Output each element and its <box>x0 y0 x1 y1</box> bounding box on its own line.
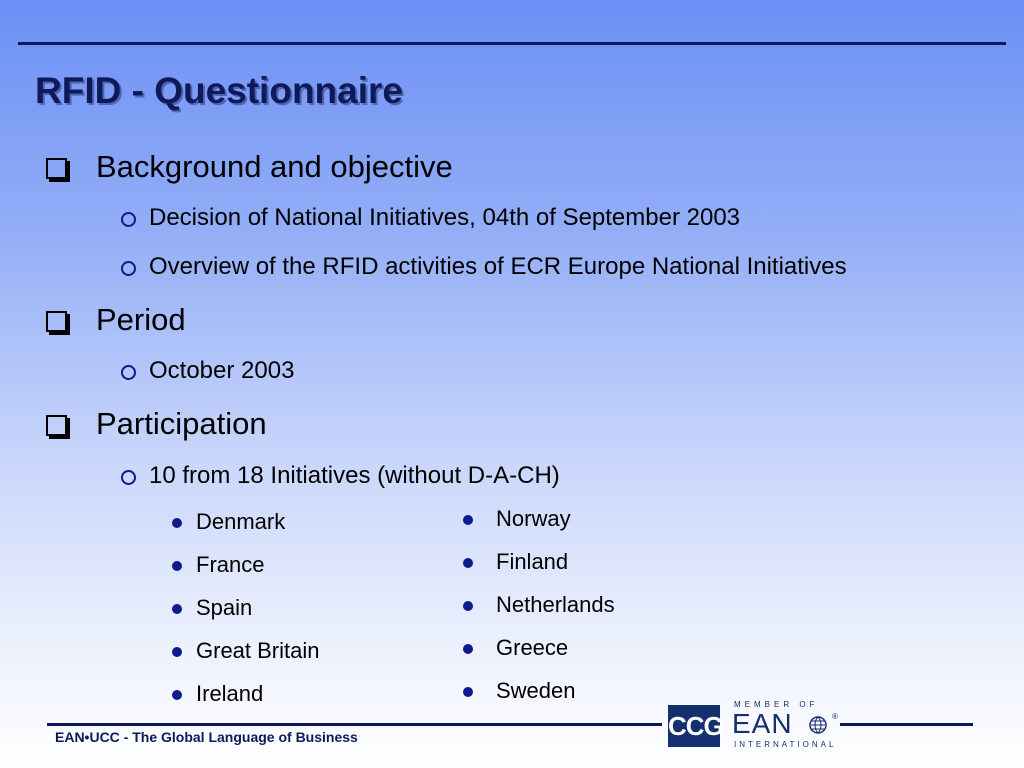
footer-tagline: EAN•UCC - The Global Language of Business <box>55 729 358 745</box>
filled-dot-icon <box>172 561 182 571</box>
logo-member-of-text: MEMBER OF <box>734 700 819 709</box>
filled-dot-icon <box>463 558 473 568</box>
filled-dot-icon <box>463 515 473 525</box>
filled-dot-icon <box>463 601 473 611</box>
hollow-square-icon <box>46 158 67 179</box>
ean-international-logo <box>728 700 838 752</box>
logo-international-text: INTERNATIONAL <box>734 740 837 749</box>
ccg-logo: CCG <box>668 705 720 747</box>
filled-dot-icon <box>172 647 182 657</box>
filled-dot-icon <box>172 604 182 614</box>
logo-ean-text: EAN <box>732 708 793 739</box>
hollow-circle-icon <box>121 470 136 485</box>
hollow-circle-icon <box>121 365 136 380</box>
hollow-circle-icon <box>121 212 136 227</box>
registered-mark: ® <box>832 712 838 721</box>
slide-title: RFID - Questionnaire <box>35 70 403 111</box>
hollow-square-icon <box>46 415 67 436</box>
hollow-square-icon <box>46 311 67 332</box>
filled-dot-icon <box>172 690 182 700</box>
filled-dot-icon <box>463 687 473 697</box>
globe-mark-icon <box>808 715 828 735</box>
top-divider <box>18 42 1006 45</box>
filled-dot-icon <box>172 518 182 528</box>
footer-divider-right <box>840 723 973 726</box>
footer-divider-left <box>47 723 662 726</box>
filled-dot-icon <box>463 644 473 654</box>
hollow-circle-icon <box>121 261 136 276</box>
